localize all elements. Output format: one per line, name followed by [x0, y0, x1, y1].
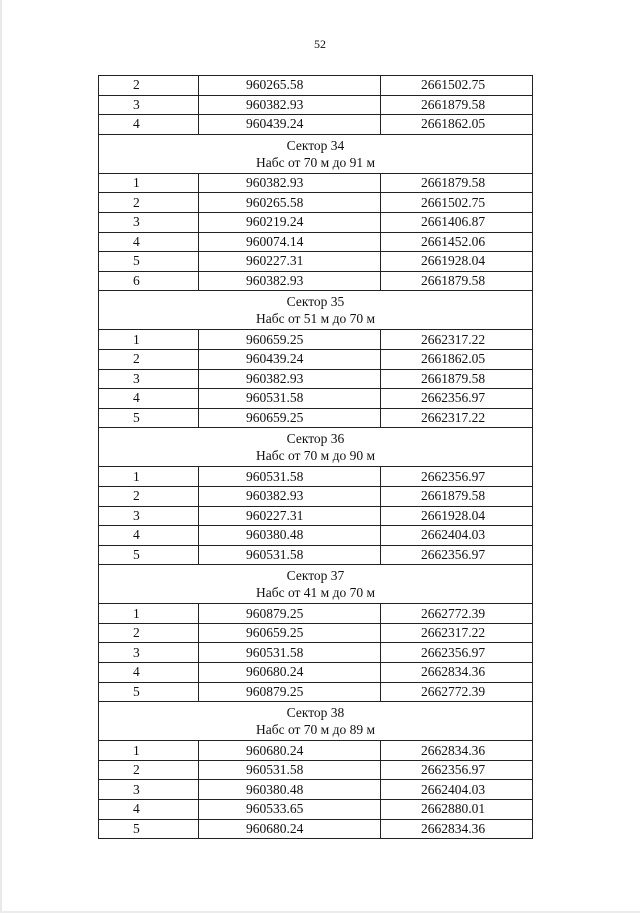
table-row [99, 193, 533, 213]
point-number-cell: 1 [99, 604, 199, 624]
x-coordinate-cell: 960380.48 [199, 526, 381, 546]
x-coordinate-cell: 960439.24 [199, 115, 381, 135]
point-number-cell: 3 [99, 369, 199, 389]
sector-title: Сектор 38 [286, 705, 345, 721]
y-coordinate-cell: 2662356.97 [381, 545, 533, 565]
x-coordinate-cell: 960382.93 [199, 173, 381, 193]
point-number-cell: 5 [99, 545, 199, 565]
table-row [99, 467, 533, 487]
point-number-cell: 2 [99, 623, 199, 643]
table-row [99, 349, 533, 369]
table-row [99, 369, 533, 389]
table-row [99, 663, 533, 683]
x-coordinate-cell: 960531.58 [199, 389, 381, 409]
table-row [99, 604, 533, 624]
coordinates-table-body [99, 76, 533, 839]
point-number-cell: 4 [99, 232, 199, 252]
x-coordinate-cell: 960382.93 [199, 486, 381, 506]
point-number-cell: 4 [99, 800, 199, 820]
y-coordinate-cell: 2661502.75 [381, 76, 533, 96]
y-coordinate-cell: 2662834.36 [381, 663, 533, 683]
point-number-cell: 4 [99, 526, 199, 546]
x-coordinate-cell: 960227.31 [199, 506, 381, 526]
point-number-cell: 3 [99, 506, 199, 526]
x-coordinate-cell: 960659.25 [199, 623, 381, 643]
point-number-cell: 6 [99, 271, 199, 291]
x-coordinate-cell: 960265.58 [199, 76, 381, 96]
y-coordinate-cell: 2662356.97 [381, 760, 533, 780]
y-coordinate-cell: 2662317.22 [381, 330, 533, 350]
y-coordinate-cell: 2662772.39 [381, 604, 533, 624]
table-row [99, 643, 533, 663]
point-number-cell: 2 [99, 486, 199, 506]
sector-header-cell [99, 291, 533, 330]
table-row [99, 252, 533, 272]
y-coordinate-cell: 2662834.36 [381, 819, 533, 839]
y-coordinate-cell: 2661452.06 [381, 232, 533, 252]
x-coordinate-cell: 960879.25 [199, 604, 381, 624]
sector-header-row [99, 702, 533, 741]
x-coordinate-cell: 960659.25 [199, 408, 381, 428]
coordinates-table-wrapper [98, 75, 532, 839]
point-number-cell: 4 [99, 115, 199, 135]
table-row [99, 780, 533, 800]
y-coordinate-cell: 2661862.05 [381, 349, 533, 369]
point-number-cell: 5 [99, 819, 199, 839]
table-row [99, 408, 533, 428]
x-coordinate-cell: 960380.48 [199, 780, 381, 800]
sector-height-range: Набс от 51 м до 70 м [255, 311, 376, 327]
point-number-cell: 1 [99, 173, 199, 193]
x-coordinate-cell: 960265.58 [199, 193, 381, 213]
x-coordinate-cell: 960531.58 [199, 643, 381, 663]
table-row [99, 819, 533, 839]
x-coordinate-cell: 960680.24 [199, 663, 381, 683]
point-number-cell: 1 [99, 741, 199, 761]
point-number-cell: 1 [99, 330, 199, 350]
y-coordinate-cell: 2661406.87 [381, 212, 533, 232]
x-coordinate-cell: 960531.58 [199, 760, 381, 780]
x-coordinate-cell: 960680.24 [199, 819, 381, 839]
y-coordinate-cell: 2662317.22 [381, 623, 533, 643]
point-number-cell: 3 [99, 95, 199, 115]
y-coordinate-cell: 2661879.58 [381, 173, 533, 193]
y-coordinate-cell: 2661928.04 [381, 252, 533, 272]
point-number-cell: 5 [99, 408, 199, 428]
y-coordinate-cell: 2662356.97 [381, 643, 533, 663]
y-coordinate-cell: 2662772.39 [381, 682, 533, 702]
table-row [99, 76, 533, 96]
point-number-cell: 3 [99, 643, 199, 663]
table-row [99, 623, 533, 643]
y-coordinate-cell: 2661879.58 [381, 271, 533, 291]
table-row [99, 330, 533, 350]
table-row [99, 115, 533, 135]
sector-height-range: Набс от 70 м до 89 м [255, 722, 376, 738]
y-coordinate-cell: 2661862.05 [381, 115, 533, 135]
x-coordinate-cell: 960533.65 [199, 800, 381, 820]
y-coordinate-cell: 2661879.58 [381, 369, 533, 389]
point-number-cell: 2 [99, 349, 199, 369]
y-coordinate-cell: 2662834.36 [381, 741, 533, 761]
table-row [99, 506, 533, 526]
point-number-cell: 2 [99, 193, 199, 213]
y-coordinate-cell: 2662404.03 [381, 780, 533, 800]
x-coordinate-cell: 960382.93 [199, 369, 381, 389]
y-coordinate-cell: 2661928.04 [381, 506, 533, 526]
y-coordinate-cell: 2662356.97 [381, 467, 533, 487]
sector-title: Сектор 36 [286, 431, 345, 447]
x-coordinate-cell: 960074.14 [199, 232, 381, 252]
scan-edge [0, 0, 2, 913]
x-coordinate-cell: 960879.25 [199, 682, 381, 702]
x-coordinate-cell: 960659.25 [199, 330, 381, 350]
sector-header-row [99, 428, 533, 467]
sector-height-range: Набс от 70 м до 91 м [255, 154, 376, 170]
table-row [99, 800, 533, 820]
coordinates-table [98, 75, 533, 839]
table-row [99, 760, 533, 780]
point-number-cell: 2 [99, 760, 199, 780]
sector-height-range: Набс от 70 м до 90 м [255, 448, 376, 464]
point-number-cell: 3 [99, 212, 199, 232]
point-number-cell: 5 [99, 252, 199, 272]
x-coordinate-cell: 960531.58 [199, 545, 381, 565]
x-coordinate-cell: 960219.24 [199, 212, 381, 232]
x-coordinate-cell: 960680.24 [199, 741, 381, 761]
table-row [99, 95, 533, 115]
table-row [99, 232, 533, 252]
x-coordinate-cell: 960382.93 [199, 95, 381, 115]
sector-height-range: Набс от 41 м до 70 м [255, 585, 376, 601]
table-row [99, 389, 533, 409]
table-row [99, 741, 533, 761]
y-coordinate-cell: 2661879.58 [381, 95, 533, 115]
table-row [99, 545, 533, 565]
x-coordinate-cell: 960227.31 [199, 252, 381, 272]
table-row [99, 212, 533, 232]
sector-header-cell [99, 134, 533, 173]
y-coordinate-cell: 2662404.03 [381, 526, 533, 546]
point-number-cell: 5 [99, 682, 199, 702]
point-number-cell: 1 [99, 467, 199, 487]
table-row [99, 271, 533, 291]
table-row [99, 682, 533, 702]
y-coordinate-cell: 2661879.58 [381, 486, 533, 506]
sector-header-cell [99, 428, 533, 467]
point-number-cell: 4 [99, 389, 199, 409]
table-row [99, 526, 533, 546]
sector-title: Сектор 37 [286, 568, 345, 584]
x-coordinate-cell: 960439.24 [199, 349, 381, 369]
page-number: 52 [314, 37, 326, 51]
sector-header-row [99, 565, 533, 604]
x-coordinate-cell: 960531.58 [199, 467, 381, 487]
sector-title: Сектор 35 [286, 294, 345, 310]
point-number-cell: 3 [99, 780, 199, 800]
sector-header-row [99, 291, 533, 330]
table-row [99, 173, 533, 193]
point-number-cell: 4 [99, 663, 199, 683]
sector-header-cell [99, 565, 533, 604]
y-coordinate-cell: 2662356.97 [381, 389, 533, 409]
sector-title: Сектор 34 [286, 137, 345, 153]
sector-header-row [99, 134, 533, 173]
table-row [99, 486, 533, 506]
point-number-cell: 2 [99, 76, 199, 96]
x-coordinate-cell: 960382.93 [199, 271, 381, 291]
y-coordinate-cell: 2662317.22 [381, 408, 533, 428]
y-coordinate-cell: 2662880.01 [381, 800, 533, 820]
sector-header-cell [99, 702, 533, 741]
y-coordinate-cell: 2661502.75 [381, 193, 533, 213]
